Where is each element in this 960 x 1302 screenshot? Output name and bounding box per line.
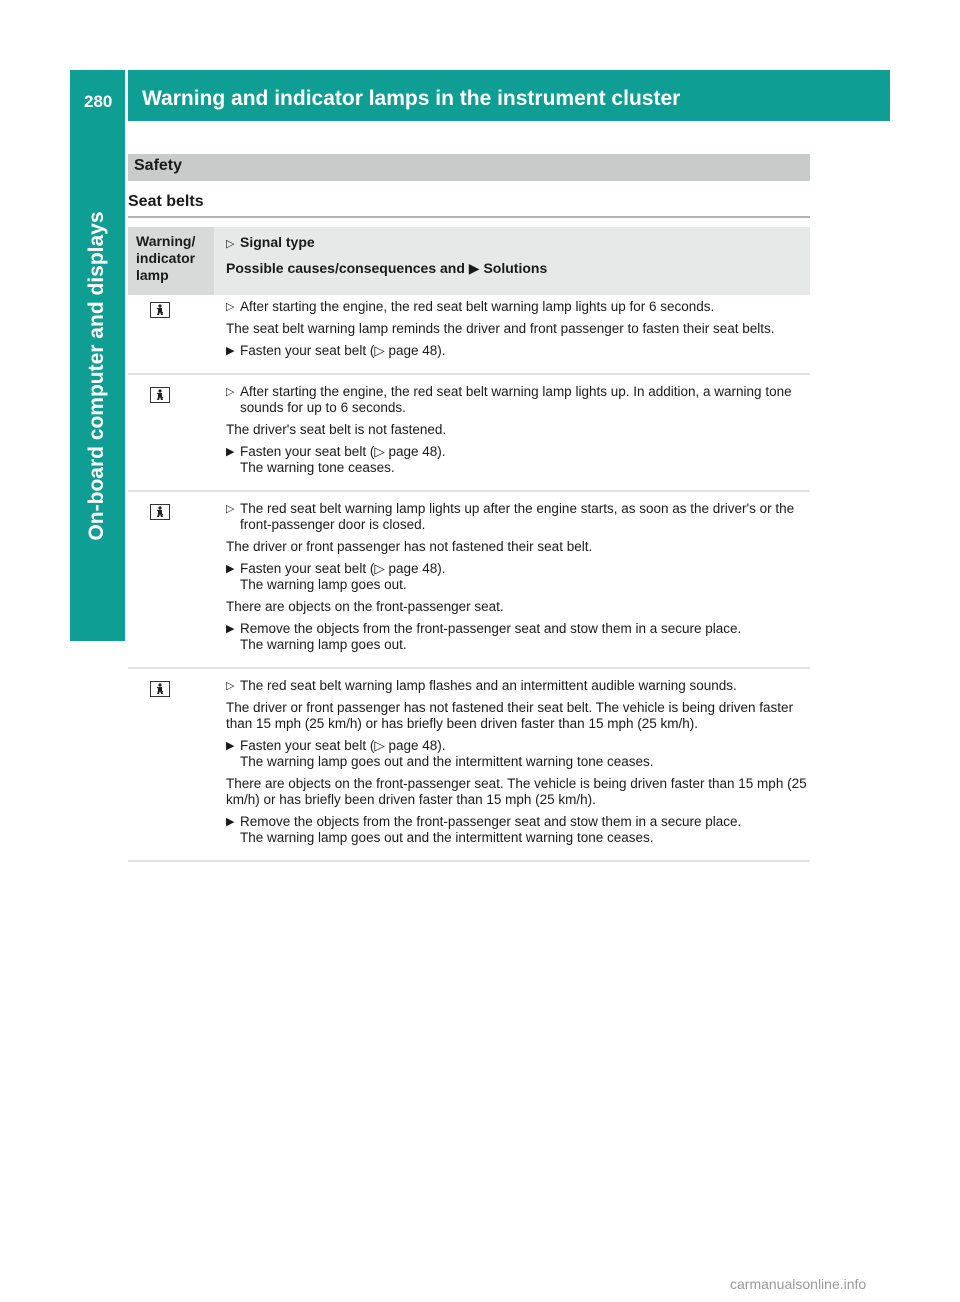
page-title: Warning and indicator lamps in the instrument cluster xyxy=(142,87,681,110)
cause-text: The driver or front passenger has not fastened their seat belt. The vehicle is being driven faster than 15 mph (25 km/h) or has briefly been driven faster than 15 mph (25 km/h). xyxy=(226,700,794,731)
action-line xyxy=(226,561,810,593)
signal-text: The red seat belt warning lamp lights up after the engine starts, as soon as the driver's or the front-passenger door is closed. xyxy=(240,501,795,532)
signal-marker-icon: ▷ xyxy=(226,301,235,313)
action-text: Fasten your seat belt (▷ page 48). xyxy=(240,444,446,459)
header-causes-line xyxy=(226,260,810,277)
result-text: The warning lamp goes out. xyxy=(240,637,407,652)
header-divider xyxy=(125,70,128,121)
action-body xyxy=(240,561,810,593)
action-marker-icon: ▶ xyxy=(226,345,235,357)
table-row xyxy=(128,375,810,492)
action-body xyxy=(240,814,810,846)
action-line xyxy=(226,621,810,653)
action-marker-icon: ▶ xyxy=(226,816,235,828)
action-line xyxy=(226,738,810,770)
seat-belt-icon xyxy=(150,504,170,520)
cause-text: The driver or front passenger has not fastened their seat belt. xyxy=(226,539,593,554)
seat-belt-icon xyxy=(150,302,170,318)
watermark-link[interactable]: carmanualsonline.info xyxy=(730,1276,867,1292)
table-row xyxy=(128,295,810,375)
seat-belt-icon xyxy=(150,387,170,403)
header-solution-column xyxy=(214,227,810,295)
action-body xyxy=(240,738,810,770)
solution-cell xyxy=(214,299,810,359)
header-signal-type: Signal type xyxy=(240,234,315,250)
section-title: Safety xyxy=(134,157,183,174)
action-line xyxy=(226,444,810,476)
section-bar xyxy=(128,154,810,181)
action-body xyxy=(240,621,810,653)
table-row xyxy=(128,669,810,862)
seat-belt-icon xyxy=(150,681,170,697)
signal-line xyxy=(226,384,810,416)
action-text: Fasten your seat belt (▷ page 48). xyxy=(240,343,446,358)
page-number: 280 xyxy=(84,92,113,111)
lamp-cell xyxy=(128,299,214,359)
result-text: The warning tone ceases. xyxy=(240,460,395,475)
action-marker-icon: ▶ xyxy=(226,446,235,458)
signal-text: After starting the engine, the red seat belt warning lamp lights up. In addition, a warning tone sounds for up to 6 seconds. xyxy=(240,384,792,415)
lamp-cell xyxy=(128,384,214,476)
action-marker-icon: ▶ xyxy=(226,563,235,575)
action-marker-icon: ▶ xyxy=(226,623,235,635)
action-marker-icon: ▶ xyxy=(226,740,235,752)
result-text: The warning lamp goes out. xyxy=(240,577,407,592)
cause-text: The driver's seat belt is not fastened. xyxy=(226,422,447,437)
action-line xyxy=(226,343,810,359)
table-row xyxy=(128,492,810,669)
action-text: Remove the objects from the front-passenger seat and stow them in a secure place. xyxy=(240,621,742,636)
cause-text: There are objects on the front-passenger seat. The vehicle is being driven faster than 15 mph (25 km/h) or has briefly been driven faster than 15 mph (25 km/h). xyxy=(226,776,807,807)
header-causes: Possible causes/consequences and xyxy=(226,260,465,276)
action-text: Fasten your seat belt (▷ page 48). xyxy=(240,738,446,753)
header-solutions: Solutions xyxy=(483,260,548,276)
solution-cell xyxy=(214,501,810,653)
action-text: Fasten your seat belt (▷ page 48). xyxy=(240,561,446,576)
signal-text: After starting the engine, the red seat belt warning lamp lights up for 6 seconds. xyxy=(240,299,715,314)
result-text: The warning lamp goes out and the intermittent warning tone ceases. xyxy=(240,754,654,769)
action-body xyxy=(240,444,810,476)
side-tab-label: On-board computer and displays xyxy=(85,211,108,541)
signal-line xyxy=(226,678,810,694)
action-line xyxy=(226,814,810,846)
solution-cell xyxy=(214,678,810,846)
subtitle-rule xyxy=(128,216,810,218)
section-subtitle: Seat belts xyxy=(128,193,204,210)
solution-cell xyxy=(214,384,810,476)
signal-marker-icon: ▷ xyxy=(226,503,235,515)
result-text: The warning lamp goes out and the intermittent warning tone ceases. xyxy=(240,830,654,845)
signal-triangle-icon: ▷ xyxy=(226,238,235,250)
signal-line xyxy=(226,299,810,315)
warning-lamp-table xyxy=(128,227,810,862)
action-arrow-icon: ▶ xyxy=(468,260,480,276)
cause-text: The seat belt warning lamp reminds the driver and front passenger to fasten their seat belts. xyxy=(226,321,775,336)
cause-text: There are objects on the front-passenger seat. xyxy=(226,599,504,614)
lamp-cell xyxy=(128,678,214,846)
lamp-cell xyxy=(128,501,214,653)
header-lamp-column: Warning/ indicator lamp xyxy=(128,227,214,295)
table-header xyxy=(128,227,810,295)
header-bar xyxy=(70,70,890,121)
signal-text: The red seat belt warning lamp flashes and an intermittent audible warning sounds. xyxy=(240,678,737,693)
signal-line xyxy=(226,501,810,533)
signal-marker-icon: ▷ xyxy=(226,680,235,692)
action-text: Remove the objects from the front-passenger seat and stow them in a secure place. xyxy=(240,814,742,829)
signal-marker-icon: ▷ xyxy=(226,386,235,398)
header-signal-line xyxy=(226,234,810,253)
